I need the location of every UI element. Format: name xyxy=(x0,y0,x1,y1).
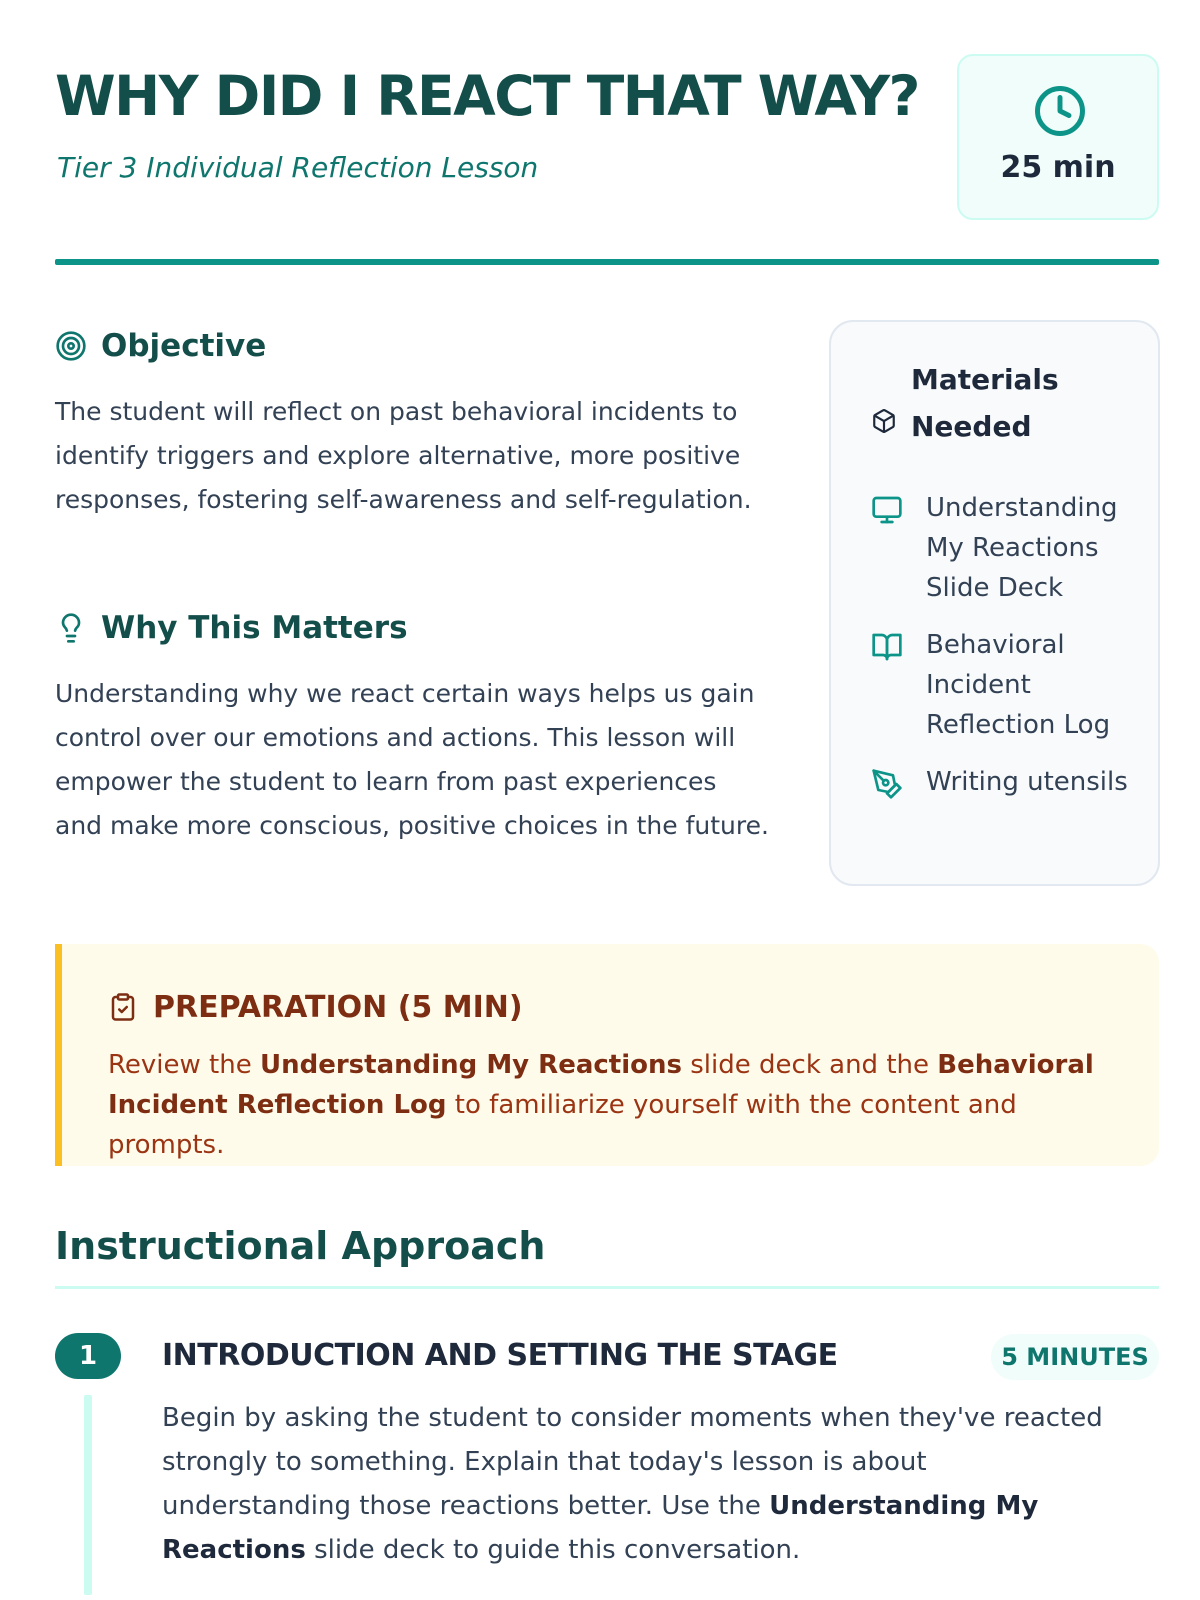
header-divider xyxy=(55,259,1159,265)
preparation-text: Review the Understanding My Reactions slide deck and the Behavioral Incident Reflection Log to familiarize yourself with the content and prompts. xyxy=(108,1050,1094,1160)
duration-card xyxy=(957,54,1159,220)
step-title: INTRODUCTION AND SETTING THE STAGE xyxy=(162,1338,838,1373)
materials-card xyxy=(829,320,1160,886)
why-heading xyxy=(55,606,408,650)
materials-item-label: Writing utensils xyxy=(926,767,1128,797)
lightbulb-icon xyxy=(55,612,87,644)
step-duration-badge: 5 MINUTES xyxy=(991,1334,1159,1380)
approach-title: Instructional Approach xyxy=(55,1224,546,1268)
preparation-callout xyxy=(55,944,1159,1166)
materials-item-label: Understanding My Reactions Slide Deck xyxy=(926,493,1118,603)
lesson-header xyxy=(55,54,1159,264)
objective-text: The student will reflect on past behavioral incidents to identify triggers and explore alternative, more positive responses, fostering self-awareness and self-regulation. xyxy=(55,397,752,514)
clipboard-check-icon xyxy=(108,992,138,1022)
pen-tool-icon xyxy=(871,768,903,800)
materials-title: Materials Needed xyxy=(911,363,1059,443)
preparation-title: PREPARATION (5 MIN) xyxy=(153,990,523,1025)
package-icon xyxy=(871,408,897,434)
materials-item-label: Behavioral Incident Reflection Log xyxy=(926,630,1111,740)
step-description: Begin by asking the student to consider moments when they've reacted strongly to something. Explain that today's lesson is about understanding those reactions better. Use the Understanding My Reactions slide deck to guide this conversation. xyxy=(162,1403,1103,1565)
why-text: Understanding why we react certain ways helps us gain control over our emotions and actions. This lesson will empower the student to learn from past experiences and make more conscious, positive choices in the future. xyxy=(55,679,769,840)
duration-label: 25 min xyxy=(1000,150,1116,185)
clock-icon xyxy=(1033,84,1087,138)
approach-divider xyxy=(55,1286,1159,1289)
page-title: WHY DID I REACT THAT WAY? xyxy=(55,64,919,128)
monitor-icon xyxy=(871,494,903,526)
why-title: Why This Matters xyxy=(101,610,408,646)
step-timeline-line xyxy=(84,1395,92,1595)
target-icon xyxy=(55,330,87,362)
page-subtitle: Tier 3 Individual Reflection Lesson xyxy=(57,151,539,184)
objective-heading xyxy=(55,324,266,368)
step-number-badge: 1 xyxy=(55,1333,121,1379)
book-open-icon xyxy=(871,631,903,663)
objective-title: Objective xyxy=(101,328,267,364)
